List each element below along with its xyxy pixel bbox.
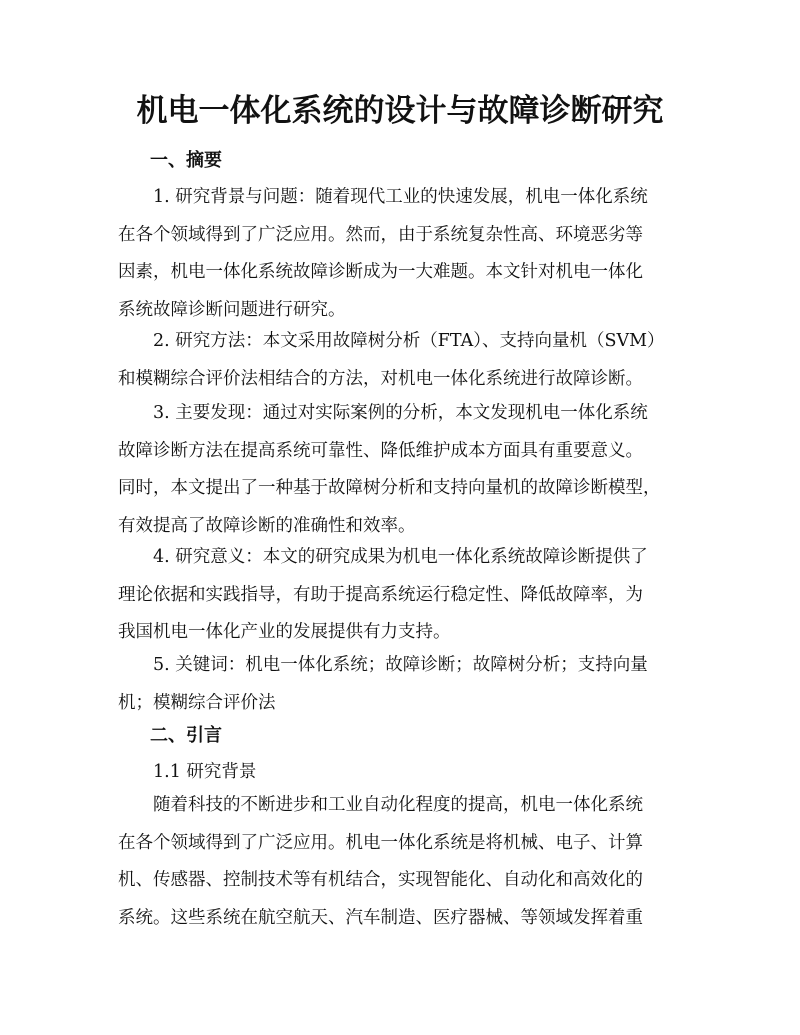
section-heading-intro: 二、引言 xyxy=(150,725,222,746)
abstract-item-3 xyxy=(118,395,688,545)
abstract-item-4 xyxy=(118,539,688,652)
paragraph-line: 同时，本文提出了一种基于故障树分析和支持向量机的故障诊断模型， xyxy=(118,478,661,498)
subsection-heading-background: 1.1 研究背景 xyxy=(153,762,257,782)
paragraph-line: 机、传感器、控制技术等有机结合，实现智能化、自动化和高效化的 xyxy=(118,870,643,890)
paragraph-line: 系统。这些系统在航空航天、汽车制造、医疗器械、等领域发挥着重 xyxy=(118,907,643,928)
paragraph-line: 和模糊综合评价法相结合的方法，对机电一体化系统进行故障诊断。 xyxy=(118,368,643,389)
abstract-item-5 xyxy=(118,647,688,722)
abstract-item-2 xyxy=(118,323,688,398)
intro-paragraph xyxy=(118,787,688,937)
paragraph-line: 2. 研究方法：本文采用故障树分析（FTA）、支持向量机（SVM） xyxy=(153,331,665,351)
section-heading-abstract: 一、摘要 xyxy=(150,150,222,171)
paragraph-line: 有效提高了故障诊断的准确性和效率。 xyxy=(118,515,416,536)
paragraph-line: 4. 研究意义：本文的研究成果为机电一体化系统故障诊断提供了 xyxy=(153,547,648,567)
document-title: 机电一体化系统的设计与故障诊断研究 xyxy=(136,93,664,129)
paragraph-line: 因素，机电一体化系统故障诊断成为一大难题。本文针对机电一体化 xyxy=(118,262,643,282)
paragraph-line: 3. 主要发现：通过对实际案例的分析，本文发现机电一体化系统 xyxy=(153,403,648,423)
paragraph-line: 机；模糊综合评价法 xyxy=(118,692,276,713)
paragraph-line: 故障诊断方法在提高系统可靠性、降低维护成本方面具有重要意义。 xyxy=(118,440,643,461)
paragraph-line: 5. 关键词：机电一体化系统；故障诊断；故障树分析；支持向量 xyxy=(153,655,648,675)
paragraph-line: 理论依据和实践指导，有助于提高系统运行稳定性、降低故障率，为 xyxy=(118,584,643,605)
paragraph-line: 在各个领域得到了广泛应用。然而，由于系统复杂性高、环境恶劣等 xyxy=(118,224,643,245)
paragraph-line: 随着科技的不断进步和工业自动化程度的提高，机电一体化系统 xyxy=(153,795,643,815)
paragraph-line: 1. 研究背景与问题：随着现代工业的快速发展，机电一体化系统 xyxy=(153,187,648,207)
paragraph-line: 在各个领域得到了广泛应用。机电一体化系统是将机械、电子、计算 xyxy=(118,832,643,853)
paragraph-line: 我国机电一体化产业的发展提供有力支持。 xyxy=(118,622,451,642)
abstract-item-1 xyxy=(118,179,688,329)
paragraph-line: 系统故障诊断问题进行研究。 xyxy=(118,299,346,320)
